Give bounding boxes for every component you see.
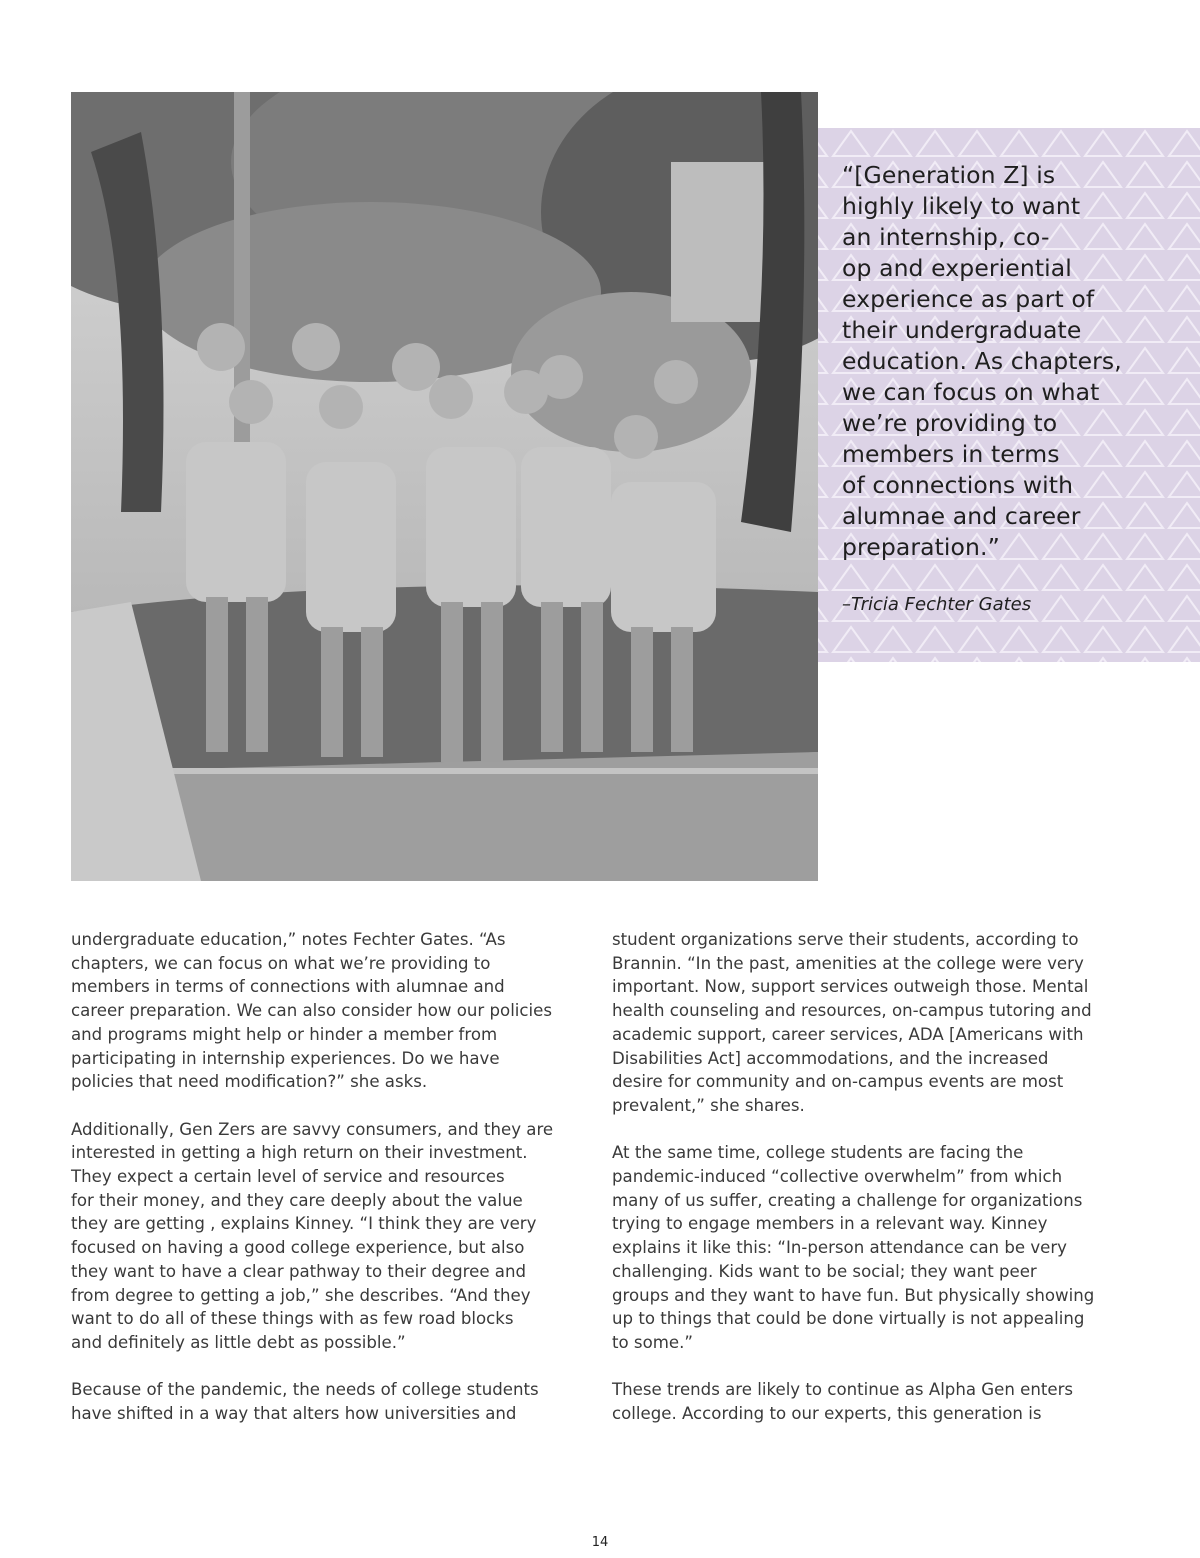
page-number: 14	[591, 1535, 609, 1550]
paragraph: Additionally, Gen Zers are savvy consumers, and they are interested in getting a high return on their investment. They expect a certain level of service and resources for their money, and they care deeply about the value they are getting , explains Kinney. “I think they are very focused on having a good college experience, but also they want to have a clear pathway to their degree and from degree to getting a job,” she describes. “And they want to do all of these things with as few road blocks and definitely as little debt as possible.”	[71, 1119, 554, 1352]
body-column-left	[71, 928, 591, 1449]
pull-quote-text: “[Generation Z] is highly likely to want an internship, co- op and experiential experience as part of their undergraduate education. As chapters, we can focus on what we’re providing to members in terms of connections with alumnae and career preparation.”	[842, 161, 1122, 561]
pull-quote-box	[818, 128, 1200, 662]
group-photo	[71, 92, 818, 881]
paragraph: These trends are likely to continue as Alpha Gen enters college. According to our experts, this generation is	[612, 1380, 1074, 1424]
paragraph: student organizations serve their students, according to Brannin. “In the past, amenities at the college were very important. Now, support services outweigh those. Mental health counseling and resources, on-campus tutoring and academic support, career services, ADA [Americans with Disabilities Act] accommodations, and the increased desire for community and on-campus events are most prevalent,” she shares.	[612, 930, 1092, 1115]
group-photo-icon	[71, 92, 818, 881]
paragraph: At the same time, college students are facing the pandemic-induced “collective overwhelm” from which many of us suffer, creating a challenge for organizations trying to engage members in a relevant way. Kinney explains it like this: “In-person attendance can be very challenging. Kids want to be social; they want peer groups and they want to have fun. But physically showing up to things that could be done virtually is not appealing to some.”	[612, 1143, 1095, 1352]
paragraph: Because of the pandemic, the needs of college students have shifted in a way that alters how universities and	[71, 1380, 539, 1424]
body-column-right	[612, 928, 1137, 1449]
paragraph: undergraduate education,” notes Fechter Gates. “As chapters, we can focus on what we’re providing to members in terms of connections with alumnae and career preparation. We can also consider how our policies and programs might help or hinder a member from participating in internship experiences. Do we have policies that need modification?” she asks.	[71, 930, 553, 1092]
pull-quote-attribution: –Tricia Fechter Gates	[842, 594, 1032, 615]
